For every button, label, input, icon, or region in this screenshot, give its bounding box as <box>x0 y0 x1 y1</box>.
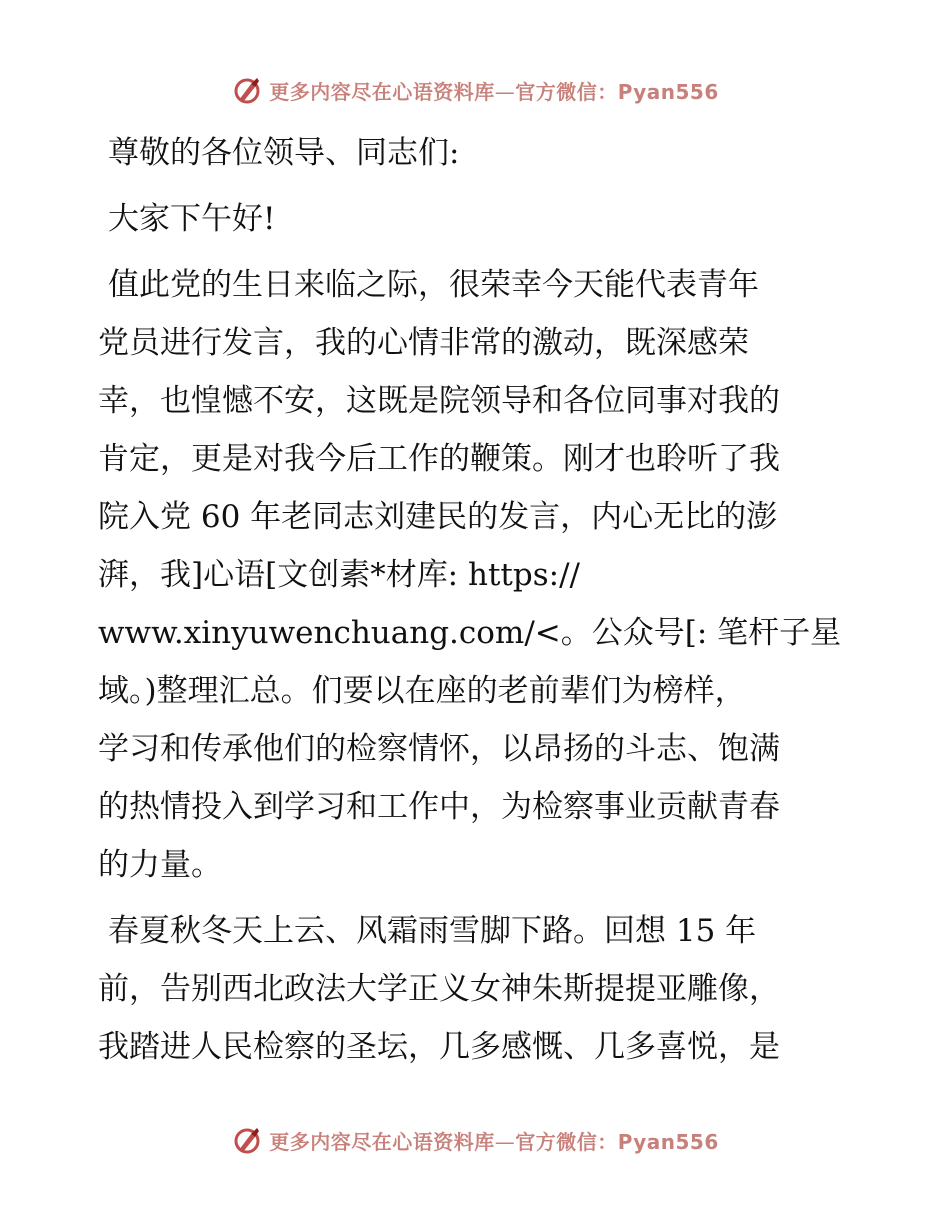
greeting <box>98 190 858 248</box>
text-line: 肯定，更是对我今后工作的鞭策。刚才也聆听了我 <box>98 441 780 477</box>
text-line: 湃，我]心语[文创素*材库: https:// <box>98 557 580 593</box>
banner-text: 更多内容尽在心语资料库—官方微信：Pyan556 <box>269 1129 719 1154</box>
text-line: 幸，也惶憾不安，这既是院领导和各位同事对我的 <box>98 383 780 419</box>
text-line: 域。)整理汇总。们要以在座的老前辈们为榜样， <box>98 673 746 709</box>
paragraph-1 <box>98 256 858 894</box>
footer-banner <box>0 1122 950 1158</box>
text-line: 我踏进人民检察的圣坛，几多感慨、几多喜悦，是 <box>98 1029 780 1065</box>
document-body <box>98 124 858 1084</box>
text-line: 尊敬的各位领导、同志们: <box>108 135 460 171</box>
banner-text: 更多内容尽在心语资料库—官方微信：Pyan556 <box>269 79 719 104</box>
header-banner <box>0 72 950 108</box>
pen-logo-icon <box>231 1124 263 1156</box>
text-line: 党员进行发言，我的心情非常的激动，既深感荣 <box>98 325 749 361</box>
pen-logo-icon <box>231 74 263 106</box>
text-line: 大家下午好! <box>108 201 276 237</box>
text-line: 的热情投入到学习和工作中，为检察事业贡献青春 <box>98 789 780 825</box>
text-line: 学习和传承他们的检察情怀，以昂扬的斗志、饱满 <box>98 731 780 767</box>
text-line: 的力量。 <box>98 847 222 883</box>
text-line: www.xinyuwenchuang.com/<。公众号[: 笔杆子星 <box>98 615 842 651</box>
text-line: 前，告别西北政法大学正义女神朱斯提提亚雕像， <box>98 971 780 1007</box>
text-line: 院入党 60 年老同志刘建民的发言，内心无比的澎 <box>98 499 778 535</box>
salutation <box>98 124 858 182</box>
text-line: 值此党的生日来临之际，很荣幸今天能代表青年 <box>108 267 759 303</box>
text-line: 春夏秋冬天上云、风霜雨雪脚下路。回想 15 年 <box>108 913 757 949</box>
paragraph-2 <box>98 902 858 1076</box>
